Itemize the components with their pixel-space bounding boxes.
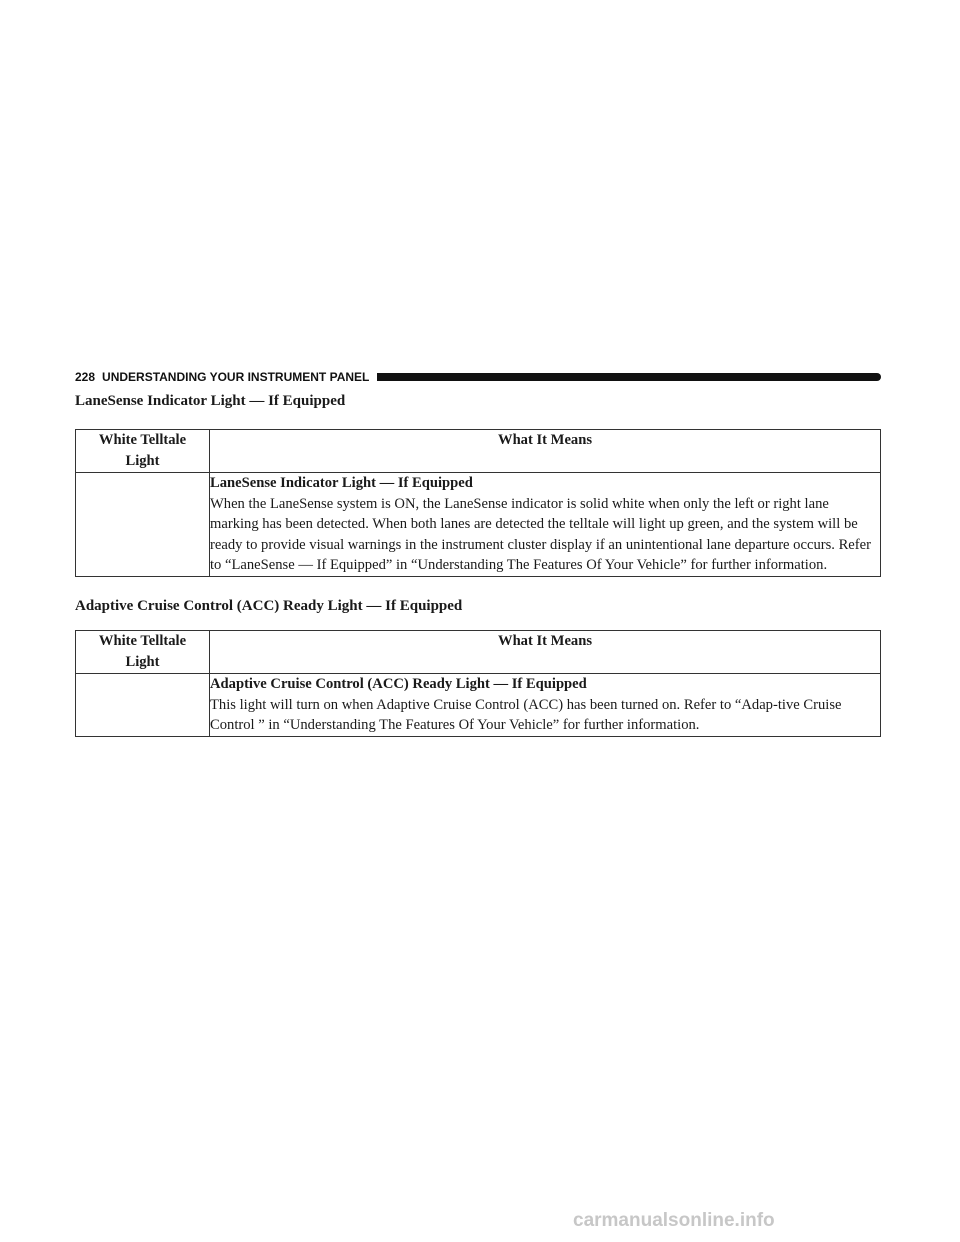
entry-description: This light will turn on when Adaptive Cruise Control (ACC) has been turned on. Refer to “Adap-tive Cruise Control ” in “Understanding The Features Of Your Vehicle” for further information. bbox=[210, 696, 842, 733]
col-header-telltale-line1: White Telltale bbox=[98, 432, 187, 448]
col-header-telltale-line1: White Telltale bbox=[98, 633, 187, 649]
table-header-row bbox=[76, 631, 881, 674]
section-title-lanesense: LaneSense Indicator Light — If Equipped bbox=[75, 393, 346, 409]
col-header-telltale-line2: Light bbox=[125, 452, 160, 469]
table-header-row bbox=[76, 430, 881, 473]
meaning-cell bbox=[210, 674, 881, 737]
col-header-means: What It Means bbox=[210, 430, 881, 473]
telltale-icon-cell bbox=[76, 473, 210, 577]
telltale-table-lanesense bbox=[75, 429, 881, 577]
col-header-telltale bbox=[76, 631, 210, 674]
watermark: carmanualsonline.info bbox=[573, 1210, 775, 1231]
col-header-telltale-line2: Light bbox=[125, 653, 160, 670]
col-header-telltale bbox=[76, 430, 210, 473]
section-title-acc: Adaptive Cruise Control (ACC) Ready Light — If Equipped bbox=[75, 598, 463, 614]
header-rule bbox=[377, 373, 881, 381]
telltale-icon-cell bbox=[76, 674, 210, 737]
table-row bbox=[76, 473, 881, 577]
running-header bbox=[75, 370, 881, 384]
entry-title: Adaptive Cruise Control (ACC) Ready Light — If Equipped bbox=[210, 676, 587, 692]
running-head-title: UNDERSTANDING YOUR INSTRUMENT PANEL bbox=[102, 370, 370, 384]
telltale-table-acc bbox=[75, 630, 881, 737]
meaning-cell bbox=[210, 473, 881, 577]
entry-title: LaneSense Indicator Light — If Equipped bbox=[210, 475, 473, 491]
page-number: 228 bbox=[75, 370, 96, 384]
table-row bbox=[76, 674, 881, 737]
entry-description: When the LaneSense system is ON, the LaneSense indicator is solid white when only the left or right lane marking has been detected. When both lanes are detected the telltale will light up green, and the system will be ready to provide visual warnings in the instrument cluster display if an unintentional lane departure occurs. Refer to “LaneSense — If Equipped” in “Understanding The Features Of Your Vehicle” for further information. bbox=[210, 495, 871, 573]
col-header-means: What It Means bbox=[210, 631, 881, 674]
